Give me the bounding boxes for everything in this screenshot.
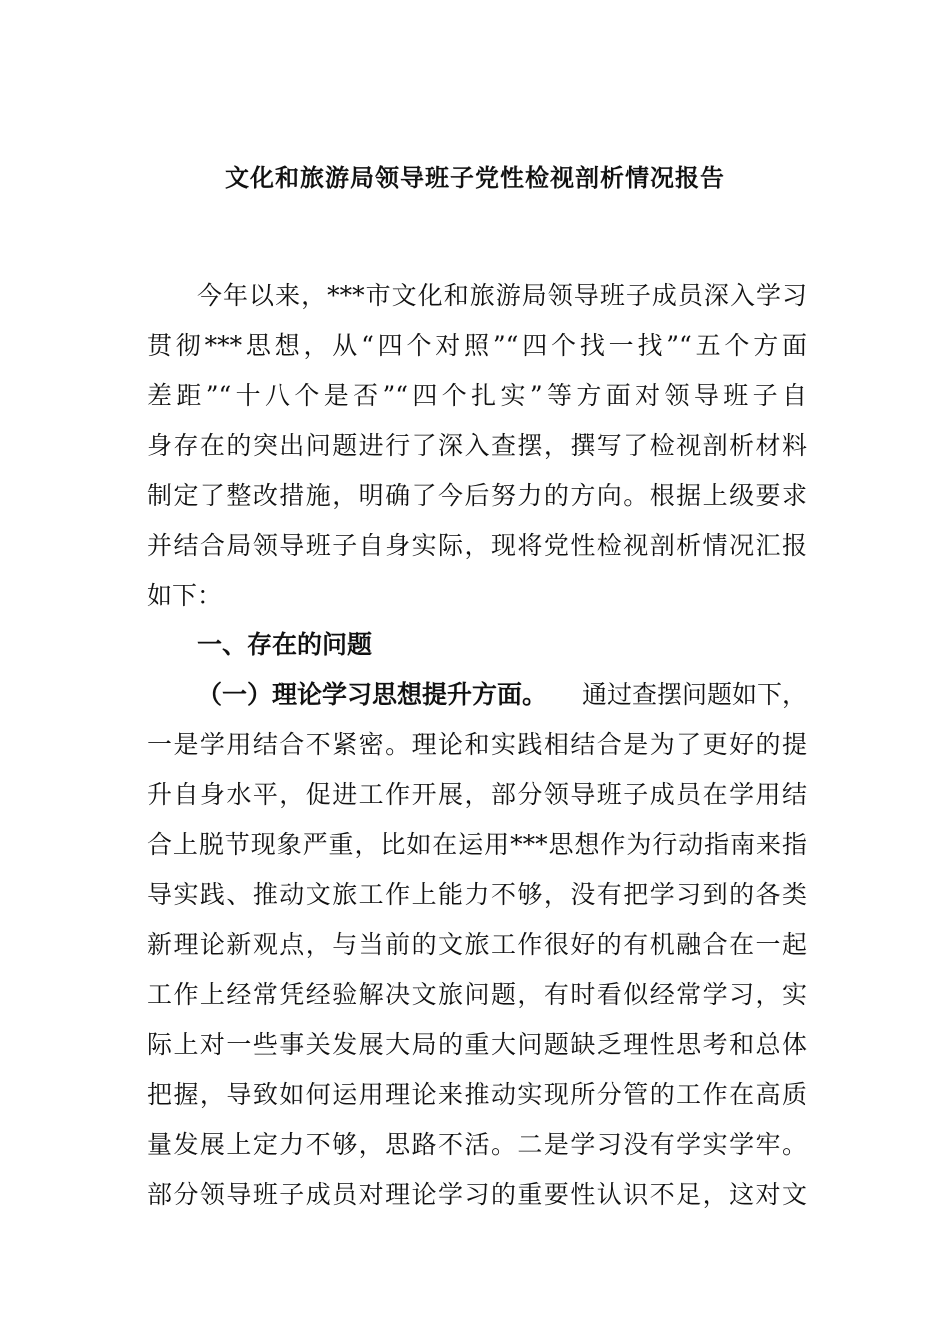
subsection-heading: （一）理论学习思想提升方面。 [197, 680, 548, 709]
body-line-4: 导实践、推动文旅工作上能力不够，没有把学习到的各类 [147, 880, 807, 909]
intro-line-4: 身存在的突出问题进行了深入查摆，撰写了检视剖析材料 [147, 431, 807, 460]
body-line-7: 际上对一些事关发展大局的重大问题缺乏理性思考和总体 [147, 1030, 807, 1059]
subsection-first-line-text: 通过查摆问题如下， [581, 680, 807, 709]
document-title: 文化和旅游局领导班子党性检视剖析情况报告 [225, 163, 725, 192]
section-heading: 一、存在的问题 [197, 630, 373, 659]
body-line-10: 部分领导班子成员对理论学习的重要性认识不足，这对文 [147, 1180, 807, 1209]
intro-line-2: 贯彻***思想，从“四个对照”“四个找一找”“五个方面 [147, 331, 807, 360]
body-line-9: 量发展上定力不够，思路不活。二是学习没有学实学牢。 [147, 1130, 807, 1159]
intro-line-1: 今年以来，***市文化和旅游局领导班子成员深入学习 [197, 281, 807, 310]
subsection-first-line [197, 675, 807, 715]
body-line-2: 升自身水平，促进工作开展，部分领导班子成员在学用结 [147, 780, 807, 809]
body-line-3: 合上脱节现象严重，比如在运用***思想作为行动指南来指 [147, 830, 807, 859]
intro-line-6: 并结合局领导班子自身实际，现将党性检视剖析情况汇报 [147, 531, 807, 560]
intro-line-7: 如下： [147, 581, 223, 610]
body-line-5: 新理论新观点，与当前的文旅工作很好的有机融合在一起 [147, 930, 807, 959]
intro-line-3: 差距”“十八个是否”“四个扎实”等方面对领导班子自 [147, 381, 807, 410]
body-line-1: 一是学用结合不紧密。理论和实践相结合是为了更好的提 [147, 730, 807, 759]
body-line-6: 工作上经常凭经验解决文旅问题，有时看似经常学习，实 [147, 980, 807, 1009]
intro-line-5: 制定了整改措施，明确了今后努力的方向。根据上级要求 [147, 481, 807, 510]
body-line-8: 把握，导致如何运用理论来推动实现所分管的工作在高质 [147, 1080, 807, 1109]
